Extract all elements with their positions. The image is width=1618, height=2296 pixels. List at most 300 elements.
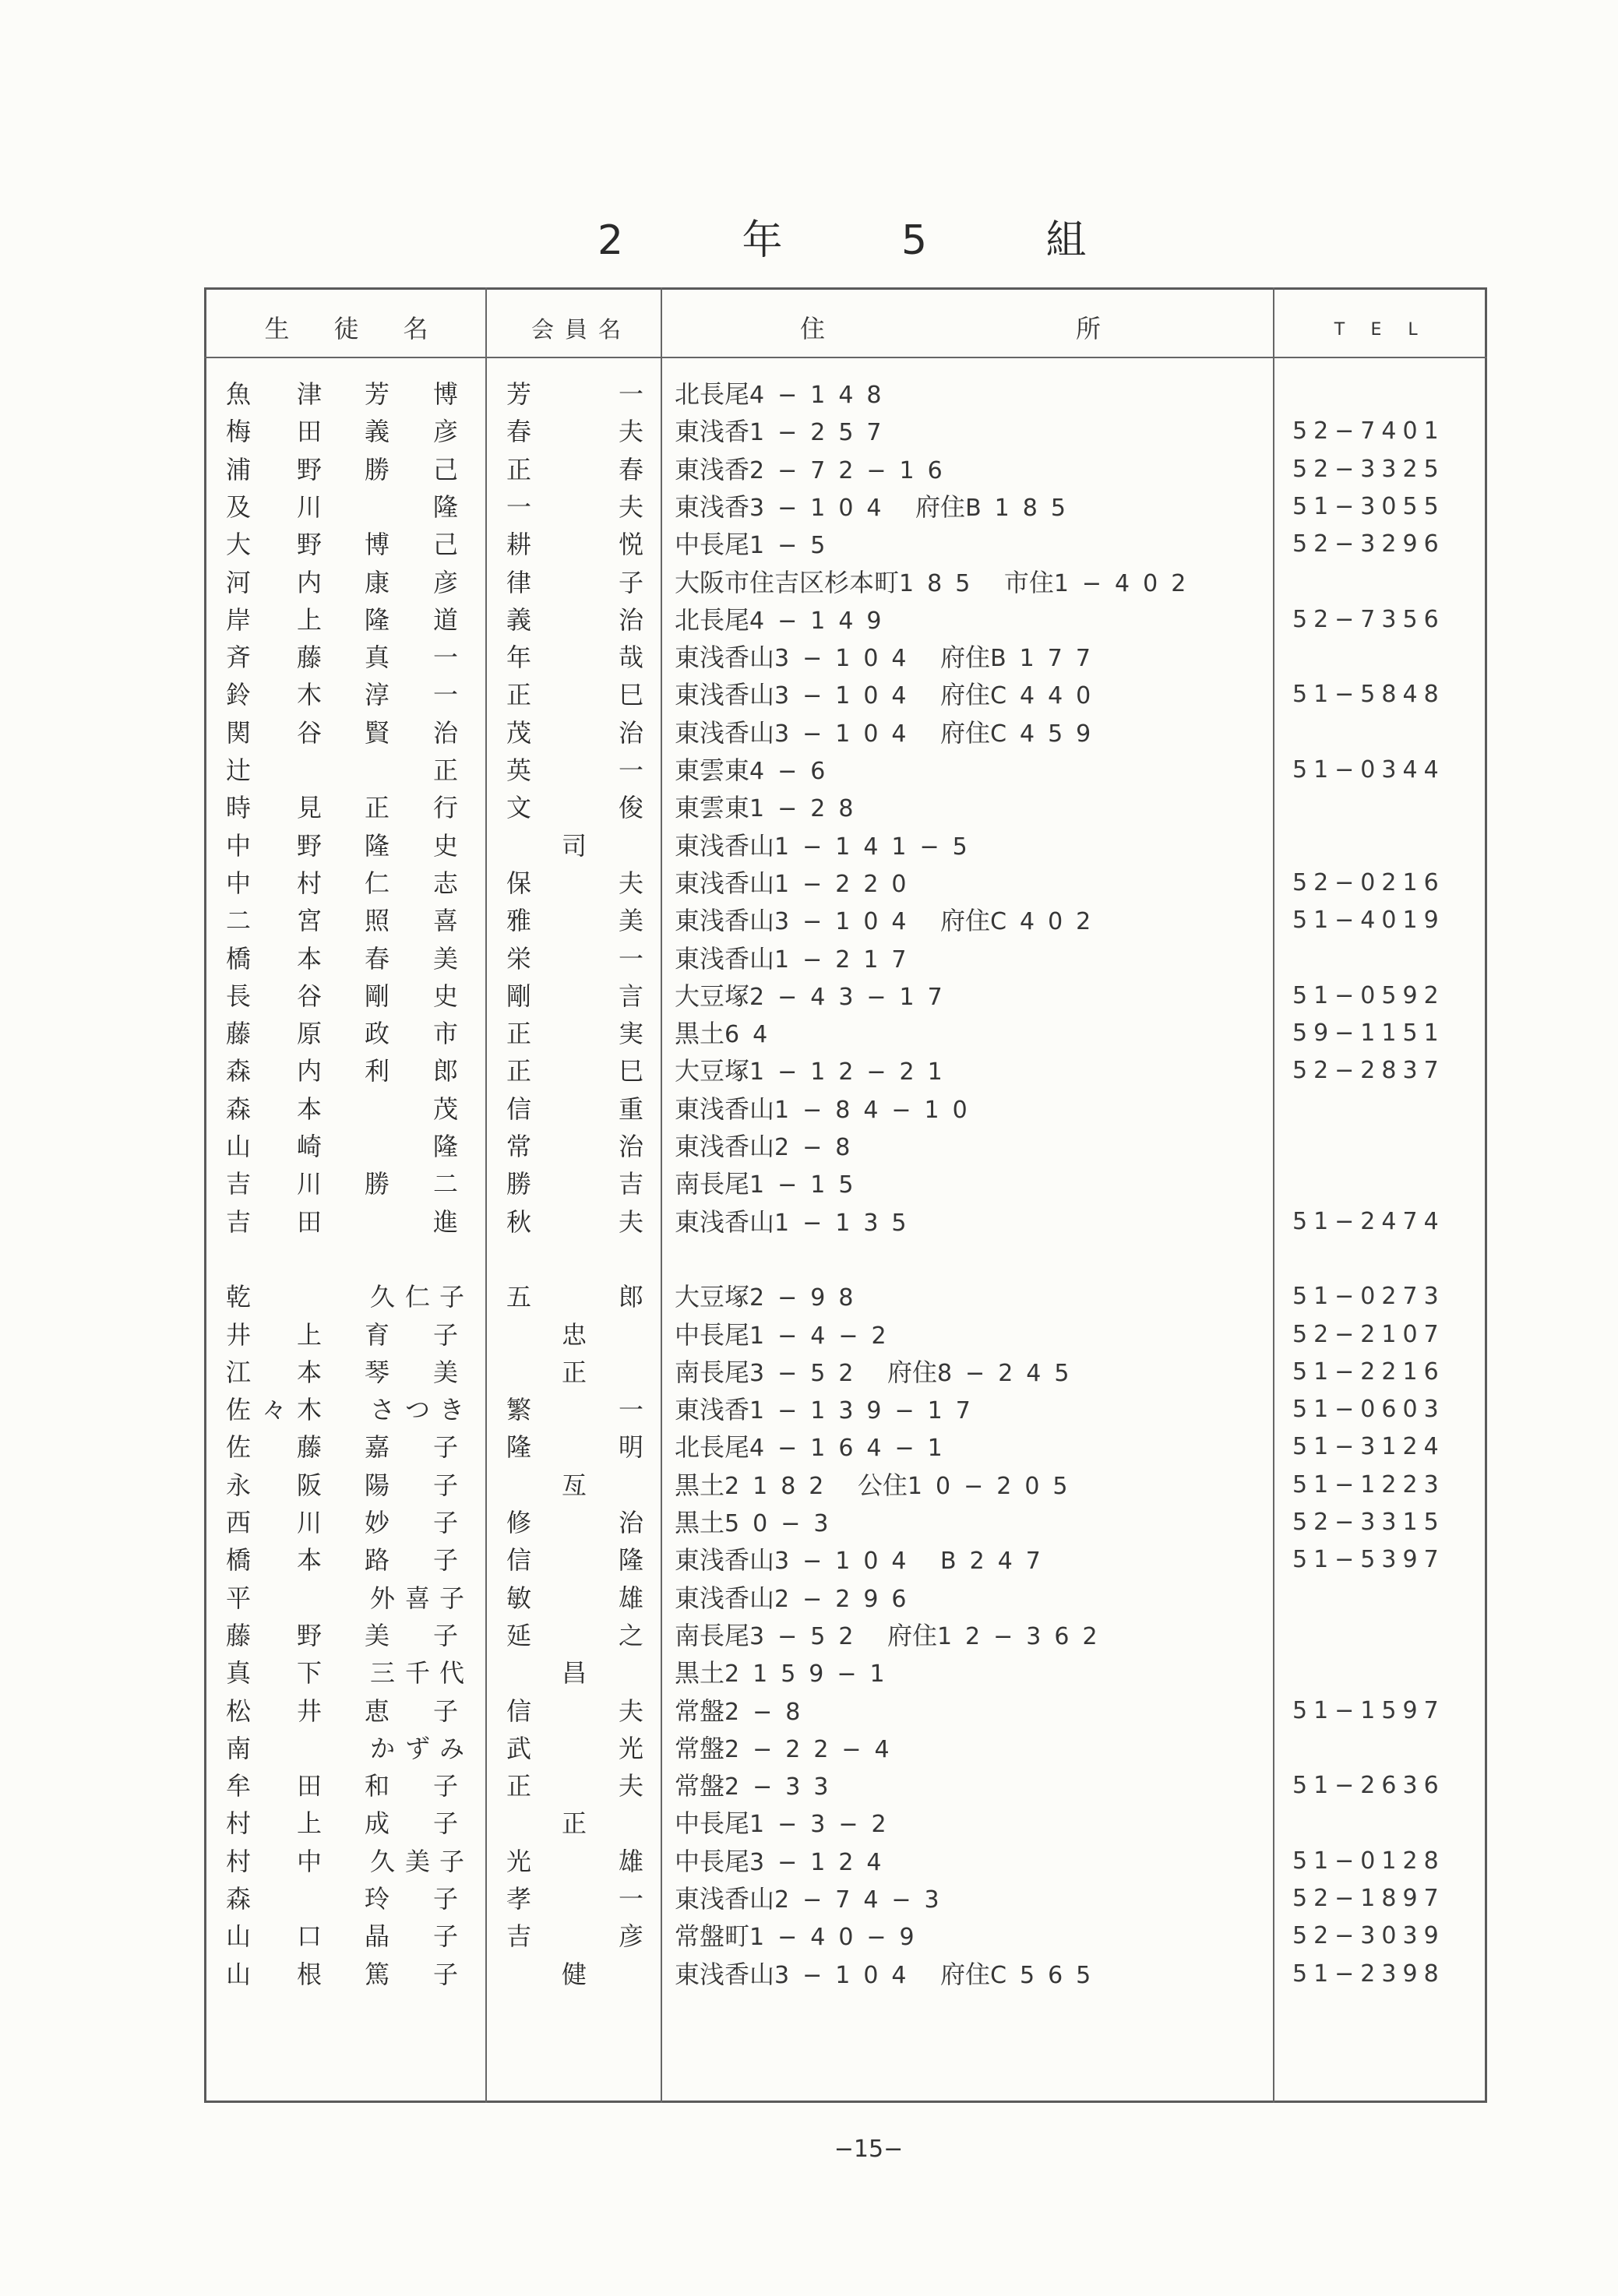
glyph: 久 — [369, 1846, 395, 1876]
glyph: 大 — [225, 530, 251, 560]
glyph: 光 — [618, 1733, 643, 1763]
member-name — [486, 1391, 661, 1428]
table-row — [204, 1052, 1487, 1090]
table-row — [204, 1805, 1487, 1842]
address-text: 北長尾 — [675, 1432, 750, 1463]
address-number: 1−139−17 — [749, 1397, 984, 1425]
member-name — [486, 1767, 661, 1805]
glyph: 2 — [597, 217, 624, 264]
roster-rows — [204, 287, 1487, 2103]
glyph: 子 — [439, 1583, 464, 1613]
member-name — [486, 639, 661, 676]
glyph: 乾 — [225, 1282, 251, 1312]
glyph: 上 — [296, 1808, 322, 1839]
glyph: 牟 — [225, 1771, 251, 1801]
glyph: 子 — [432, 1319, 458, 1350]
table-row — [204, 1128, 1487, 1165]
address-text: 中長尾 — [675, 1846, 750, 1876]
tel-number: 51−0128 — [1292, 1847, 1445, 1875]
member-name — [486, 865, 661, 902]
glyph: 夫 — [618, 1771, 643, 1801]
glyph: 芳 — [506, 379, 531, 409]
member-name — [486, 1278, 661, 1315]
glyph: 所 — [1075, 314, 1101, 343]
address-number: 8−245 — [936, 1359, 1083, 1387]
address-number: 12−362 — [936, 1622, 1111, 1650]
glyph: 関 — [225, 717, 251, 748]
member-name — [486, 451, 661, 488]
glyph: 亙 — [561, 1470, 587, 1500]
member-name — [486, 827, 661, 865]
glyph: 夫 — [618, 1696, 643, 1726]
glyph: 仁 — [404, 1282, 430, 1312]
student-given-name — [204, 1504, 486, 1541]
glyph: 秋 — [506, 1206, 531, 1237]
glyph: 藤 — [296, 1432, 322, 1463]
address-number: 2−98 — [749, 1284, 867, 1312]
glyph: 口 — [296, 1921, 322, 1952]
address-number: 3−104 B247 — [774, 1548, 1054, 1576]
table-row — [204, 601, 1487, 639]
table-row — [204, 752, 1487, 789]
table-row — [204, 488, 1487, 526]
glyph: 野 — [296, 1620, 322, 1650]
glyph: 史 — [432, 830, 458, 861]
address — [675, 1354, 1082, 1391]
address-number: 1−15 — [749, 1171, 867, 1199]
address-text: 東雲東 — [675, 793, 750, 823]
address — [675, 601, 895, 639]
glyph: 義 — [506, 604, 531, 635]
address-number: 3−124 — [749, 1848, 895, 1876]
glyph: 正 — [432, 755, 458, 785]
student-given-name — [204, 564, 486, 601]
glyph: 佐 — [225, 1395, 251, 1425]
address-number: 2−72−16 — [749, 456, 956, 484]
glyph: 子 — [439, 1282, 464, 1312]
address — [675, 451, 956, 488]
glyph: 英 — [506, 755, 531, 785]
address-number: 3−104 — [774, 682, 941, 710]
glyph: 鈴 — [225, 680, 251, 710]
student-given-name — [204, 789, 486, 826]
glyph: 隆 — [364, 830, 390, 861]
glyph: か — [369, 1733, 395, 1763]
address-text: 東浅香山 — [675, 1093, 775, 1124]
glyph: 谷 — [296, 717, 322, 748]
address — [675, 1956, 1104, 1993]
address-text: 黒土 — [675, 1508, 725, 1537]
glyph: 利 — [364, 1056, 390, 1086]
address-number: 1−84−10 — [774, 1096, 981, 1124]
address-number: B185 — [965, 494, 1079, 522]
address — [675, 1278, 866, 1315]
glyph: 夫 — [618, 868, 643, 898]
table-row — [204, 413, 1487, 450]
address-text: 府住 — [940, 1959, 991, 1989]
tel-number: 51−0592 — [1292, 981, 1445, 1009]
address-text: 黒土 — [675, 1019, 725, 1049]
tel-number: 51−0344 — [1292, 756, 1445, 784]
glyph: 住 — [799, 314, 825, 343]
table-row — [204, 1843, 1487, 1880]
address-text: 公住 — [857, 1470, 908, 1500]
address-number: C459 — [990, 720, 1105, 748]
glyph: 外 — [369, 1583, 395, 1613]
address-number: 2−8 — [774, 1134, 864, 1161]
address-number: 3−104 — [774, 720, 941, 748]
glyph: 名 — [403, 314, 428, 343]
tel-number: 51−0273 — [1292, 1283, 1445, 1311]
address — [675, 564, 1199, 601]
glyph: 育 — [364, 1319, 390, 1350]
glyph: 川 — [296, 1508, 322, 1537]
student-given-name — [204, 1165, 486, 1203]
glyph: 悦 — [618, 530, 643, 560]
glyph: 二 — [432, 1169, 458, 1199]
tel-number: 52−2107 — [1292, 1320, 1445, 1348]
glyph: 村 — [225, 1808, 251, 1839]
glyph: 郎 — [618, 1282, 643, 1312]
glyph: 隆 — [364, 604, 390, 635]
glyph: 一 — [618, 943, 643, 974]
student-given-name — [204, 375, 486, 413]
address-text: 中長尾 — [675, 1319, 750, 1350]
address-number: 2−74−3 — [774, 1886, 953, 1914]
glyph: 一 — [618, 1884, 643, 1914]
student-given-name — [204, 1579, 486, 1617]
glyph: 修 — [506, 1508, 531, 1537]
glyph: 橋 — [225, 1545, 251, 1576]
glyph: 吉 — [618, 1169, 643, 1199]
glyph: つ — [404, 1395, 430, 1425]
glyph: 々 — [261, 1395, 287, 1425]
glyph: 重 — [618, 1093, 643, 1124]
glyph: 春 — [506, 417, 531, 447]
glyph: 栄 — [506, 943, 531, 974]
address-number: 1−220 — [774, 870, 920, 898]
address-text: 大豆塚 — [675, 1282, 750, 1312]
glyph: 子 — [432, 1620, 458, 1650]
glyph: 史 — [432, 981, 458, 1011]
glyph: 崎 — [296, 1132, 322, 1161]
glyph: ず — [404, 1733, 430, 1763]
address — [675, 1504, 841, 1541]
glyph: 正 — [506, 454, 531, 484]
address-number: 2−33 — [724, 1773, 842, 1801]
tel-number: 51−1597 — [1292, 1696, 1445, 1724]
address — [675, 1467, 1081, 1504]
glyph: 茂 — [506, 717, 531, 748]
tel-number: 51−2398 — [1292, 1960, 1445, 1988]
table-row — [204, 789, 1487, 826]
address-text: 府住 — [887, 1357, 937, 1387]
address-text: 府住 — [915, 491, 966, 522]
table-row — [204, 1316, 1487, 1354]
member-name — [486, 752, 661, 789]
glyph: 見 — [296, 793, 322, 823]
address-number: 50−3 — [724, 1510, 842, 1537]
address-text: 大阪市住吉区杉本町 — [675, 567, 900, 597]
glyph: 之 — [618, 1620, 643, 1650]
member-name — [486, 1316, 661, 1354]
address-text: 市住 — [1003, 567, 1054, 597]
glyph: 根 — [296, 1959, 322, 1989]
address-number: B177 — [990, 645, 1104, 673]
glyph: 子 — [432, 1545, 458, 1576]
table-row — [204, 1692, 1487, 1730]
glyph: 淳 — [364, 680, 390, 710]
glyph: 森 — [225, 1093, 251, 1124]
address — [675, 827, 981, 865]
member-name — [486, 977, 661, 1015]
table-row — [204, 714, 1487, 752]
address-text: 東浅香 — [675, 417, 750, 447]
member-name — [486, 1956, 661, 1993]
student-given-name — [204, 977, 486, 1015]
glyph: 美 — [432, 1357, 458, 1387]
member-name — [486, 1843, 661, 1880]
glyph: 繁 — [506, 1395, 531, 1425]
glyph: 生 — [264, 314, 290, 343]
glyph: 治 — [432, 717, 458, 748]
glyph: E — [1370, 320, 1382, 340]
address-number: 3−104 — [774, 645, 941, 673]
glyph: 野 — [296, 454, 322, 484]
member-name — [486, 1128, 661, 1165]
glyph: 永 — [225, 1470, 251, 1500]
address-number: 1−402 — [1053, 569, 1200, 597]
tel-number: 51−5397 — [1292, 1546, 1445, 1574]
glyph: 正 — [561, 1808, 587, 1839]
address-number: 1−141−5 — [774, 833, 981, 861]
address-number: 2−8 — [724, 1698, 814, 1726]
member-name — [486, 1917, 661, 1955]
glyph: 正 — [561, 1357, 587, 1387]
glyph: T — [1334, 320, 1345, 340]
table-row — [204, 1165, 1487, 1203]
address — [675, 1692, 813, 1730]
address — [675, 1917, 928, 1955]
address-number: 1−3−2 — [749, 1811, 900, 1839]
glyph: 子 — [432, 1771, 458, 1801]
member-name — [486, 1692, 661, 1730]
address — [675, 1052, 956, 1090]
student-given-name — [204, 601, 486, 639]
address-text: 常盤 — [675, 1771, 725, 1801]
glyph: 治 — [618, 1508, 643, 1537]
glyph: 江 — [225, 1357, 251, 1387]
address-number: 3−104 — [774, 1961, 941, 1989]
address-number: 3−52 — [749, 1622, 887, 1650]
table-row — [204, 1617, 1487, 1654]
glyph: 佐 — [225, 1432, 251, 1463]
glyph: 一 — [506, 491, 531, 522]
student-given-name — [204, 1090, 486, 1128]
glyph: 昌 — [561, 1658, 587, 1689]
glyph: 一 — [432, 680, 458, 710]
address-number: C565 — [990, 1961, 1105, 1989]
address — [675, 789, 866, 826]
glyph: 年 — [506, 643, 531, 673]
glyph: 名 — [597, 316, 621, 343]
glyph: 敏 — [506, 1583, 531, 1613]
glyph: 明 — [618, 1432, 643, 1463]
glyph: 藤 — [225, 1620, 251, 1650]
address-number: 1−40−9 — [749, 1924, 928, 1952]
page-title — [534, 217, 1142, 264]
address — [675, 1654, 898, 1692]
tel-number: 52−7356 — [1292, 605, 1445, 633]
address-number: 2−43−17 — [749, 983, 956, 1011]
glyph: 五 — [506, 1282, 531, 1312]
table-row — [204, 1354, 1487, 1391]
student-given-name — [204, 940, 486, 977]
glyph: 健 — [561, 1959, 587, 1989]
glyph: 野 — [296, 530, 322, 560]
glyph: 上 — [296, 604, 322, 635]
glyph: 会 — [531, 316, 554, 343]
table-row — [204, 1541, 1487, 1579]
address-number: 2159−1 — [724, 1660, 898, 1689]
member-name — [486, 1052, 661, 1090]
glyph: 田 — [296, 417, 322, 447]
glyph: 隆 — [432, 491, 458, 522]
member-name — [486, 1165, 661, 1203]
address-number: 1−4−2 — [749, 1322, 900, 1350]
address — [675, 1316, 900, 1354]
table-row — [204, 639, 1487, 676]
member-name — [486, 488, 661, 526]
glyph: 子 — [432, 1432, 458, 1463]
member-name — [486, 1579, 661, 1617]
glyph: 子 — [432, 1470, 458, 1500]
address-number: 185 — [899, 569, 1004, 597]
member-name — [486, 789, 661, 826]
glyph: 真 — [225, 1658, 251, 1689]
address — [675, 1128, 863, 1165]
glyph: 治 — [618, 604, 643, 635]
glyph: 森 — [225, 1884, 251, 1914]
student-given-name — [204, 676, 486, 713]
glyph: 上 — [296, 1319, 322, 1350]
tel-number: 51−5848 — [1292, 681, 1445, 709]
student-given-name — [204, 451, 486, 488]
student-given-name — [204, 1843, 486, 1880]
table-row — [204, 1504, 1487, 1541]
student-given-name — [204, 1654, 486, 1692]
glyph: 成 — [364, 1808, 390, 1839]
address-number: 1−5 — [749, 532, 839, 560]
glyph: 村 — [296, 868, 322, 898]
address-text: 常盤町 — [675, 1921, 750, 1952]
address-text: 東浅香山 — [675, 717, 775, 748]
glyph: 己 — [432, 454, 458, 484]
student-given-name — [204, 1541, 486, 1579]
address — [675, 488, 1079, 526]
glyph: 一 — [432, 643, 458, 673]
tel-number: 52−1897 — [1292, 1885, 1445, 1912]
member-name — [486, 1090, 661, 1128]
glyph: 南 — [225, 1733, 251, 1763]
member-name — [486, 526, 661, 563]
student-given-name — [204, 1391, 486, 1428]
glyph: 隆 — [506, 1432, 531, 1463]
glyph: 芳 — [364, 379, 390, 409]
glyph: 魚 — [225, 379, 251, 409]
glyph: 信 — [506, 1696, 531, 1726]
address-number: 2182 — [724, 1472, 858, 1500]
address — [675, 1805, 900, 1842]
address-number: 10−205 — [907, 1472, 1081, 1500]
address-text: 南長尾 — [675, 1620, 750, 1650]
student-given-name — [204, 413, 486, 450]
glyph: 喜 — [404, 1583, 430, 1613]
glyph: 谷 — [296, 981, 322, 1011]
address-text: 府住 — [940, 680, 991, 710]
tel-number: 51−2216 — [1292, 1358, 1445, 1386]
glyph: 子 — [432, 1808, 458, 1839]
glyph: 吉 — [225, 1206, 251, 1237]
glyph: 長 — [225, 981, 251, 1011]
table-row — [204, 375, 1487, 413]
glyph: 員 — [564, 316, 587, 343]
glyph: 美 — [364, 1620, 390, 1650]
glyph: 浦 — [225, 454, 251, 484]
glyph: 茂 — [432, 1093, 458, 1124]
glyph: 本 — [296, 1093, 322, 1124]
glyph: 田 — [296, 1771, 322, 1801]
address-text: 東浅香山 — [675, 680, 775, 710]
glyph: 美 — [618, 906, 643, 936]
student-given-name — [204, 1917, 486, 1955]
glyph: 嘉 — [364, 1432, 390, 1463]
glyph: 時 — [225, 793, 251, 823]
glyph: 和 — [364, 1771, 390, 1801]
glyph: 市 — [432, 1019, 458, 1049]
member-name — [486, 902, 661, 939]
glyph: 河 — [225, 567, 251, 597]
glyph: 千 — [404, 1658, 430, 1689]
glyph: 子 — [432, 1959, 458, 1989]
glyph: 律 — [506, 567, 531, 597]
address-number: 4−6 — [749, 758, 839, 785]
glyph: 川 — [296, 1169, 322, 1199]
address-text: 東浅香山 — [675, 943, 775, 974]
student-given-name — [204, 1203, 486, 1241]
glyph: 剛 — [506, 981, 531, 1011]
glyph: 義 — [364, 417, 390, 447]
address-text: 東浅香山 — [675, 1132, 775, 1161]
tel-number: 52−2837 — [1292, 1057, 1445, 1085]
tel-number: 59−1151 — [1292, 1019, 1445, 1048]
glyph: 信 — [506, 1545, 531, 1576]
member-name — [486, 1654, 661, 1692]
glyph: 進 — [432, 1206, 458, 1237]
member-name — [486, 1203, 661, 1241]
glyph: 陽 — [364, 1470, 390, 1500]
tel-number: 52−3039 — [1292, 1922, 1445, 1950]
page-number: −15− — [834, 2136, 904, 2163]
address-text: 北長尾 — [675, 379, 750, 409]
glyph: 二 — [225, 906, 251, 936]
glyph: 本 — [296, 1357, 322, 1387]
glyph: 光 — [506, 1846, 531, 1876]
glyph: 道 — [432, 604, 458, 635]
table-row — [204, 1015, 1487, 1052]
table-row — [204, 902, 1487, 939]
address — [675, 1428, 956, 1466]
